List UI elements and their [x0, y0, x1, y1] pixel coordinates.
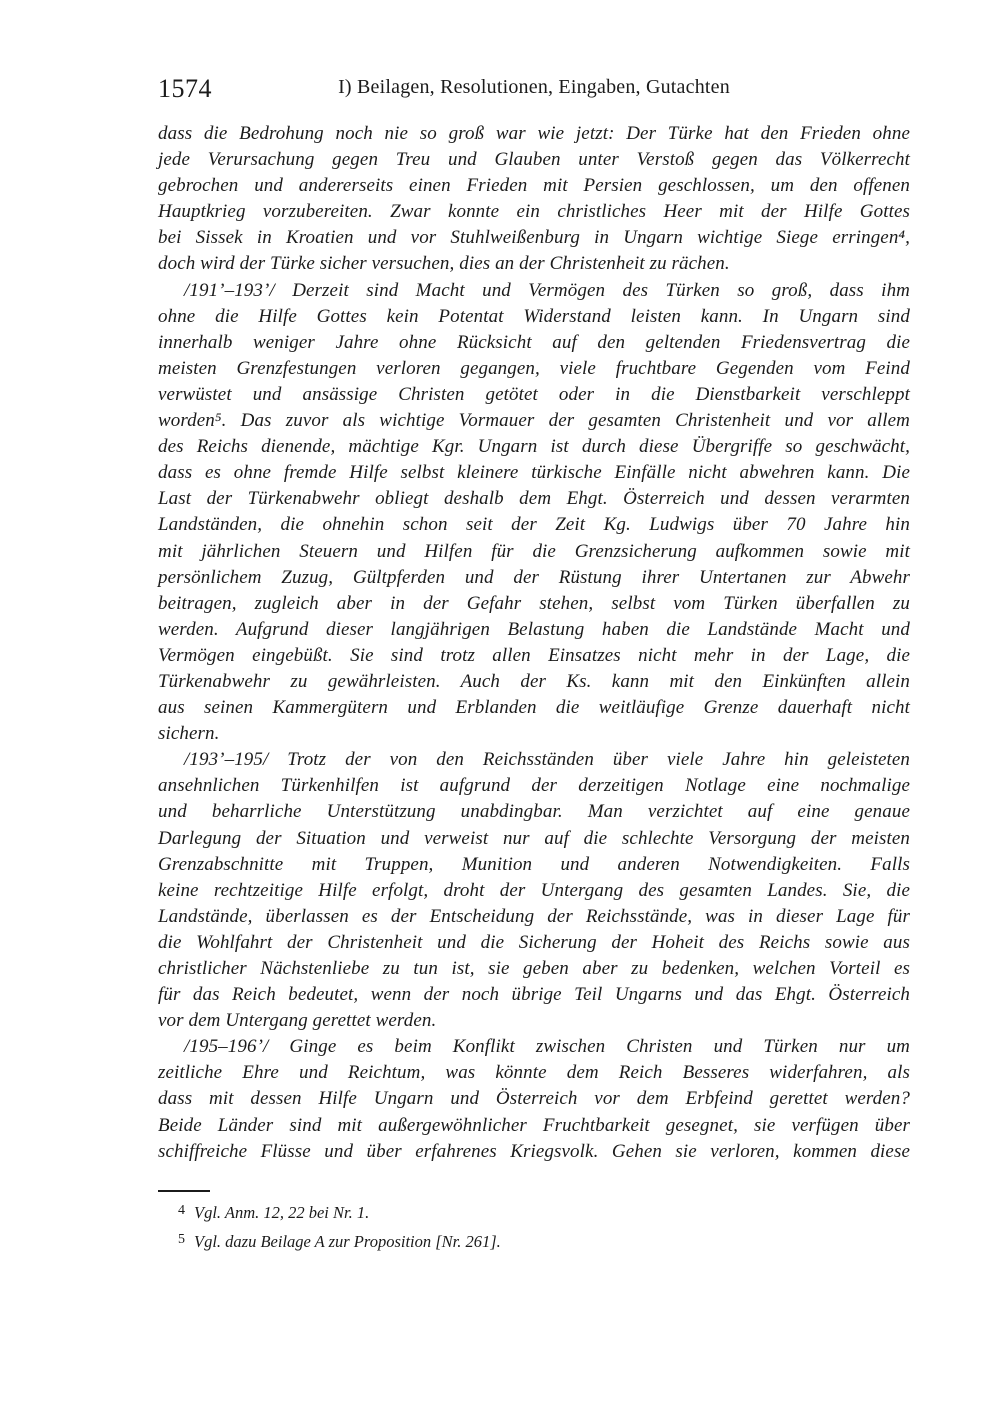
text-line: dass mit dessen Hilfe Ungarn und Österreich vor dem Erbfeind gerettet werden?: [158, 1088, 910, 1110]
text-line: vor dem Untergang gerettet werden.: [158, 1010, 437, 1032]
running-head: [158, 76, 910, 106]
text-line: bei Sissek in Kroatien und vor Stuhlweißenburg in Ungarn wichtige Siege erringen⁴,: [158, 227, 910, 249]
paragraph: [158, 121, 910, 278]
text-line: /193’–195/ Trotz der von den Reichsständen über viele Jahre hin geleisteten: [184, 749, 910, 771]
footnotes-section: [158, 1190, 910, 1257]
text-line: und beharrliche Unterstützung unabdingbar. Man verzichtet auf eine genaue: [158, 801, 910, 823]
text-line: die Wohlfahrt der Christenheit und die Sicherung der Hoheit des Reichs sowie aus: [158, 931, 910, 953]
text-line: innerhalb weniger Jahre ohne Rücksicht auf den geltenden Friedensvertrag die: [158, 331, 910, 353]
text-line: sichern.: [158, 723, 220, 745]
page-number: 1574: [158, 74, 212, 103]
body-text-block: [158, 121, 910, 1165]
text-line: meisten Grenzfestungen verloren gegangen, viele fruchtbare Gegenden vom Feind: [158, 357, 910, 379]
text-line: verwüstet und ansässige Christen getötet oder in die Dienstbarkeit verschleppt: [158, 383, 910, 405]
paragraph: [158, 1034, 910, 1164]
text-line: gebrochen und andererseits einen Frieden mit Persien geschlossen, um den offenen: [158, 175, 910, 197]
text-line: Grenzabschnitte mit Truppen, Munition und anderen Notwendigkeiten. Falls: [158, 853, 910, 875]
running-title: I) Beilagen, Resolutionen, Eingaben, Gutachten: [338, 76, 730, 98]
text-line: Beide Länder sind mit außergewöhnlicher Fruchtbarkeit gesegnet, sie verfügen über: [158, 1114, 910, 1136]
text-line: beitragen, zugleich aber in der Gefahr stehen, selbst vom Türken überfallen zu: [158, 592, 910, 614]
text-line: ohne die Hilfe Gottes kein Potentat Widerstand leisten kann. In Ungarn sind: [158, 305, 910, 327]
text-line: werden. Aufgrund dieser langjährigen Belastung haben die Landstände Macht und: [158, 618, 910, 640]
footnote-number: 5: [178, 1232, 185, 1247]
text-line: /195–196’/ Ginge es beim Konflikt zwischen Christen und Türken nur um: [184, 1036, 910, 1058]
text-line: persönlichem Zuzug, Gültpferden und der Rüstung ihrer Untertanen zur Abwehr: [158, 566, 910, 588]
footnote-number: 4: [178, 1203, 185, 1218]
text-line: Last der Türkenabwehr obliegt deshalb dem Ehgt. Österreich und dessen verarmten: [158, 488, 910, 510]
paragraph: [158, 278, 910, 748]
text-line: Türkenabwehr zu gewährleisten. Auch der Ks. kann mit den Einkünften allein: [158, 670, 910, 692]
text-line: doch wird der Türke sicher versuchen, dies an der Christenheit zu rächen.: [158, 253, 730, 275]
footnote-separator-rule: [158, 1190, 210, 1192]
text-line: aus seinen Kammergütern und Erblanden die weitläufige Grenze dauerhaft nicht: [158, 697, 910, 719]
text-line: zeitliche Ehre und Reichtum, was könnte dem Reich Besseres widerfahren, als: [158, 1062, 910, 1084]
footnote-item: [158, 1199, 910, 1228]
text-line: christlicher Nächstenliebe zu tun ist, sie geben aber zu bedenken, welchen Vorteil es: [158, 958, 910, 979]
text-line: keine rechtzeitige Hilfe erfolgt, droht der Untergang des gesamten Landes. Sie, die: [158, 879, 910, 901]
text-line: jede Verursachung gegen Treu und Glauben unter Verstoß gegen das Völkerrecht: [158, 149, 910, 171]
text-line: schiffreiche Flüsse und über erfahrenes Kriegsvolk. Gehen sie verloren, kommen diese: [158, 1140, 910, 1162]
text-line: worden⁵. Das zuvor als wichtige Vormauer der gesamten Christenheit und vor allem: [158, 410, 910, 432]
text-line: des Reichs dienende, mächtige Kgr. Ungarn ist durch diese Übergriffe so geschwächt,: [158, 436, 910, 458]
footnote-text: Vgl. dazu Beilage A zur Proposition [Nr. 261].: [194, 1232, 501, 1251]
text-line: ansehnlichen Türkenhilfen ist aufgrund der derzeitigen Notlage eine nochmalige: [158, 775, 910, 797]
text-line: Hauptkrieg vorzubereiten. Zwar konnte ein christliches Heer mit der Hilfe Gottes: [158, 201, 910, 223]
text-line: Vermögen eingebüßt. Sie sind trotz allen Einsatzes nicht mehr in der Lage, die: [158, 644, 910, 666]
paragraph: [158, 747, 910, 1034]
text-line: Darlegung der Situation und verweist nur auf die schlechte Versorgung der meisten: [158, 827, 910, 849]
footnote-item: [158, 1228, 910, 1257]
text-line: für das Reich bedeutet, wenn der noch übrige Teil Ungarns und das Ehgt. Österreich: [158, 984, 910, 1006]
text-line: mit jährlichen Steuern und Hilfen für die Grenzsicherung aufkommen sowie mit: [158, 540, 910, 562]
text-line: Landstände, überlassen es der Entscheidung der Reichsstände, was in dieser Lage für: [158, 905, 910, 927]
text-line: /191’–193’/ Derzeit sind Macht und Vermögen des Türken so groß, dass ihm: [184, 279, 910, 301]
text-line: dass es ohne fremde Hilfe selbst kleinere türkische Einfälle nicht abwehren kann. Die: [158, 462, 910, 484]
footnote-text: Vgl. Anm. 12, 22 bei Nr. 1.: [194, 1203, 370, 1222]
text-line: Landständen, die ohnehin schon seit der Zeit Kg. Ludwigs über 70 Jahre hin: [158, 514, 910, 536]
text-line: dass die Bedrohung noch nie so groß war wie jetzt: Der Türke hat den Frieden ohne: [158, 123, 910, 144]
